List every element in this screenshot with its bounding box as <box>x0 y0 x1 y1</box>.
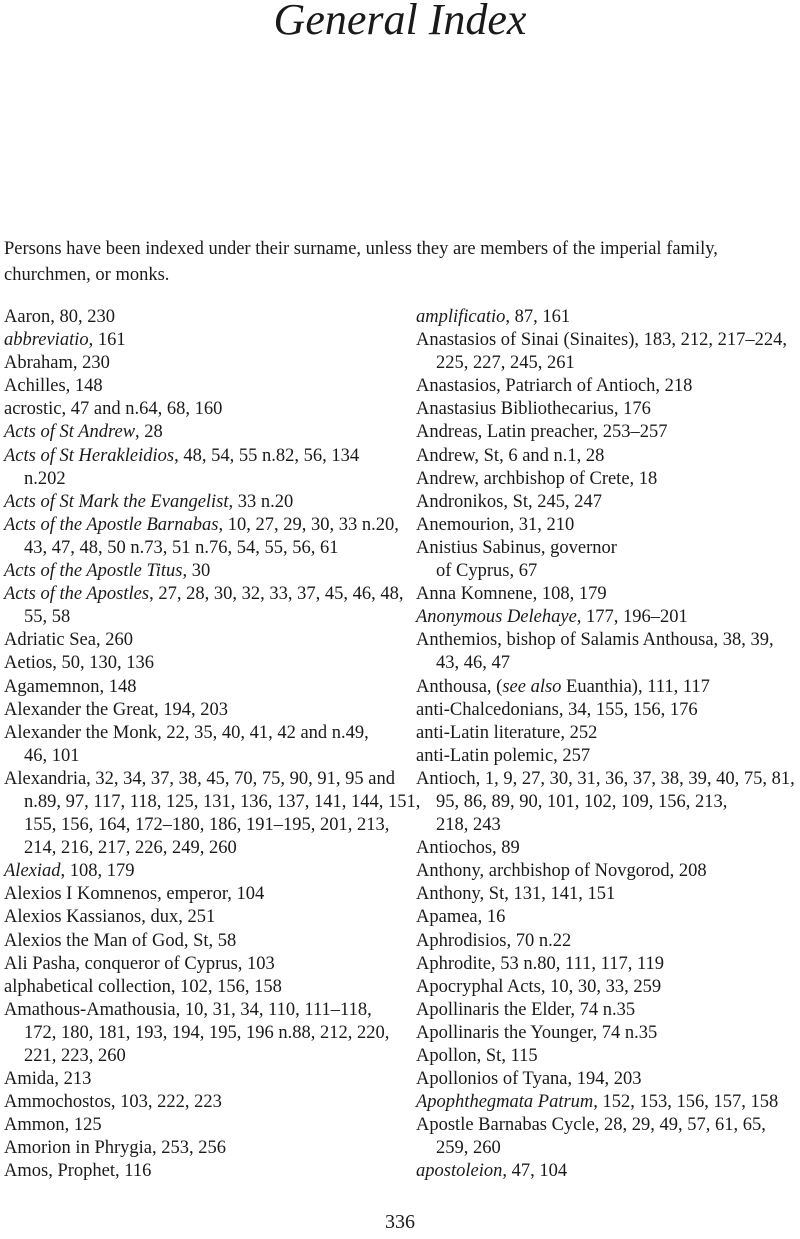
index-entry: Apophthegmata Patrum, 152, 153, 156, 157, 158 <box>416 1092 779 1113</box>
index-entry: Amorion in Phrygia, 253, 256 <box>4 1138 226 1159</box>
index-entry: Anemourion, 31, 210 <box>416 514 575 535</box>
index-entry: Alexiad, 108, 179 <box>4 861 135 882</box>
index-entry: Apollinaris the Younger, 74 n.35 <box>416 1022 658 1043</box>
index-entry: Amida, 213 <box>4 1069 92 1090</box>
index-entry: Apocryphal Acts, 10, 30, 33, 259 <box>416 976 662 997</box>
index-entry: Anthony, archbishop of Novgorod, 208 <box>416 861 707 882</box>
index-entry: Amathous-Amathousia, 10, 31, 34, 110, 111–118, 172, 180, 181, 193, 194, 195, 196 n.88, 212, 220, 221, 223, 260 <box>4 999 390 1066</box>
index-entry: Apamea, 16 <box>416 907 506 928</box>
index-entry: Apollinaris the Elder, 74 n.35 <box>416 999 636 1020</box>
index-entry: Antiochos, 89 <box>416 838 520 859</box>
index-entry: Apollon, St, 115 <box>416 1046 538 1066</box>
index-entry: Alexandria, 32, 34, 37, 38, 45, 70, 75, 90, 91, 95 and n.89, 97, 117, 118, 125, 131, 136, 137, 141, 144, 151, 155, 156, 164, 172–180, 186, 191–195, 201, 213, 214, 216, 217, 226, 249, 260 <box>4 768 421 859</box>
index-entry: Abraham, 230 <box>4 353 110 374</box>
page-number: 336 <box>385 1211 415 1233</box>
index-entry: Anastasios, Patriarch of Antioch, 218 <box>416 376 693 397</box>
index-entry: Ammochostos, 103, 222, 223 <box>4 1092 222 1113</box>
index-entry: Andrew, archbishop of Crete, 18 <box>416 468 658 489</box>
index-entry: Anastasios of Sinai (Sinaites), 183, 212, 217–224, 225, 227, 245, 261 <box>416 330 788 374</box>
index-intro: Persons have been indexed under their surname, unless they are members of the imperial family, churchmen, or monks. <box>4 239 718 285</box>
index-entry: Anthony, St, 131, 141, 151 <box>416 884 616 905</box>
index-entry: Anthemios, bishop of Salamis Anthousa, 38, 39, 43, 46, 47 <box>416 630 774 674</box>
index-entry: Anistius Sabinus, governor of Cyprus, 67 <box>416 537 617 582</box>
index-entry: Acts of the Apostles, 27, 28, 30, 32, 33, 37, 45, 46, 48, 55, 58 <box>4 584 404 628</box>
index-entry: Adriatic Sea, 260 <box>4 630 133 651</box>
index-entry: anti-Chalcedonians, 34, 155, 156, 176 <box>416 699 698 720</box>
index-entry: Anthousa, (see also Euanthia), 111, 117 <box>416 676 710 697</box>
index-entry: Aphrodite, 53 n.80, 111, 117, 119 <box>416 953 665 974</box>
index-entry: Ali Pasha, conqueror of Cyprus, 103 <box>4 953 275 974</box>
index-entry: Andronikos, St, 245, 247 <box>416 491 603 512</box>
index-entry: Andrew, St, 6 and n.1, 28 <box>416 445 605 466</box>
index-entry: Alexander the Great, 194, 203 <box>4 699 228 720</box>
index-entry: Anastasius Bibliothecarius, 176 <box>416 399 651 420</box>
page-title: General Index <box>273 0 527 44</box>
index-entry: amplificatio, 87, 161 <box>416 307 571 327</box>
index-entry: Anna Komnene, 108, 179 <box>416 584 607 605</box>
index-entry: Acts of the Apostle Titus, 30 <box>4 561 211 582</box>
index-entry: acrostic, 47 and n.64, 68, 160 <box>4 399 223 420</box>
index-entry: Acts of St Andrew, 28 <box>4 422 163 443</box>
index-entry: Amos, Prophet, 116 <box>4 1161 152 1182</box>
index-entry: Alexios the Man of God, St, 58 <box>4 930 237 951</box>
index-column-left <box>4 306 421 1184</box>
index-entry: Anonymous Delehaye, 177, 196–201 <box>416 607 688 628</box>
index-entry: anti-Latin polemic, 257 <box>416 745 591 766</box>
index-entry: Ammon, 125 <box>4 1115 102 1136</box>
index-entry: Apollonios of Tyana, 194, 203 <box>416 1069 642 1090</box>
index-entry: Antioch, 1, 9, 27, 30, 31, 36, 37, 38, 39, 40, 75, 81, 95, 86, 89, 90, 101, 102, 109, 156, 213, 218, 243 <box>416 768 795 836</box>
index-entry: Acts of St Mark the Evangelist, 33 n.20 <box>4 491 294 512</box>
index-entry: apostoleion, 47, 104 <box>416 1161 568 1182</box>
index-entry: Andreas, Latin preacher, 253–257 <box>416 422 668 443</box>
index-entry: abbreviatio, 161 <box>4 330 126 351</box>
index-entry: Achilles, 148 <box>4 376 103 397</box>
index-entry: Aphrodisios, 70 n.22 <box>416 930 572 951</box>
index-entry: alphabetical collection, 102, 156, 158 <box>4 976 282 997</box>
index-entry: Apostle Barnabas Cycle, 28, 29, 49, 57, 61, 65, 259, 260 <box>416 1115 766 1159</box>
index-entry: Alexios I Komnenos, emperor, 104 <box>4 884 265 905</box>
index-entry: anti-Latin literature, 252 <box>416 722 598 743</box>
index-entry: Agamemnon, 148 <box>4 676 137 697</box>
index-column-right <box>416 306 798 1184</box>
index-entry: Alexander the Monk, 22, 35, 40, 41, 42 and n.49, 46, 101 <box>4 722 369 766</box>
index-entry: Aetios, 50, 130, 136 <box>4 653 155 674</box>
index-entry: Alexios Kassianos, dux, 251 <box>4 907 216 928</box>
index-entry: Acts of St Herakleidios, 48, 54, 55 n.82, 56, 134 n.202 <box>4 445 360 489</box>
index-entry: Acts of the Apostle Barnabas, 10, 27, 29, 30, 33 n.20, 43, 47, 48, 50 n.73, 51 n.76, 54, 55, 56, 61 <box>4 514 399 558</box>
index-entry: Aaron, 80, 230 <box>4 307 115 327</box>
